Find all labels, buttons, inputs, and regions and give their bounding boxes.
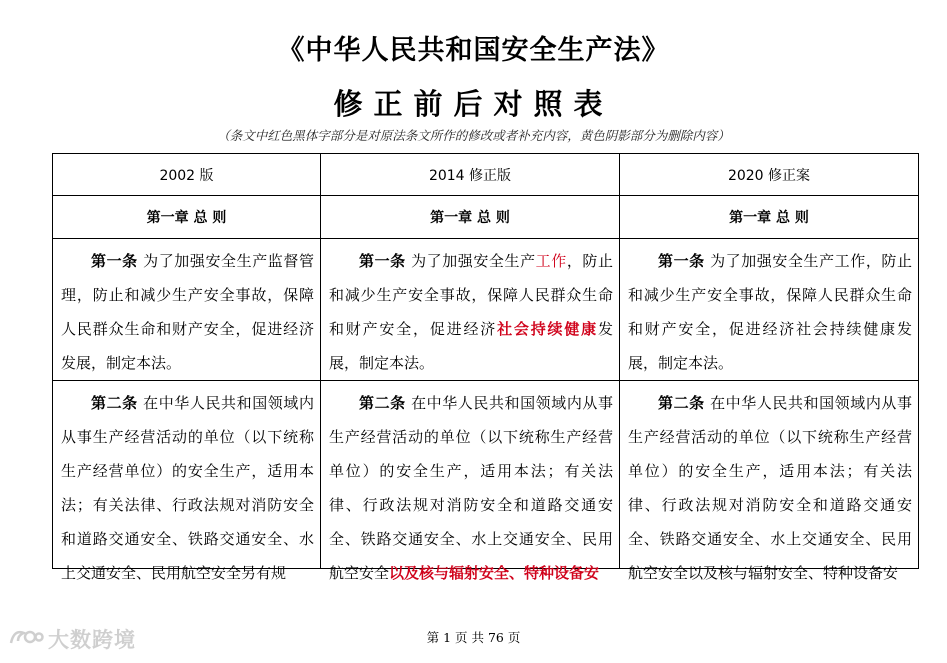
article-text: 发展，制定本法。 — [329, 320, 613, 372]
chapter-2002: 第一章 总 则 — [53, 196, 321, 239]
chapter-2020: 第一章 总 则 — [620, 196, 919, 239]
article-2-2014 — [321, 381, 620, 582]
chapter-2014: 第一章 总 则 — [321, 196, 620, 239]
page-footer: 第 1 页 共 76 页 — [426, 630, 521, 645]
article-number: 第一条 — [91, 252, 138, 270]
header-2020: 2020 修正案 — [620, 154, 919, 196]
amended-text: 工作 — [535, 252, 567, 270]
amended-text: 以及核与辐射安全、特种设备安 — [389, 564, 600, 582]
article-1-2014 — [321, 239, 620, 381]
article-text: ，防止和减少生产安全事故，保障人民群众生命和财产安全，促进经济 — [329, 252, 613, 338]
article-1-2002 — [53, 239, 321, 381]
article-text: 为了加强安全生产监督管理，防止和减少生产安全事故，保障人民群众生命和财产安全，促进经济发展，制定本法。 — [61, 252, 314, 372]
article-text: 在中华人民共和国领域内从事生产经营活动的单位（以下统称生产经营单位）的安全生产，适用本法；有关法律、行政法规对消防安全和道路交通安全、铁路交通安全、水上交通安全、民用航空安全 — [329, 394, 613, 582]
article-2-2002 — [53, 381, 321, 582]
article-1-2020 — [620, 239, 919, 381]
header-row — [53, 154, 919, 196]
article-2-2020 — [620, 381, 919, 582]
article-text: 在中华人民共和国领域内从事生产经营活动的单位（以下统称生产经营单位）的安全生产，适用本法；有关法律、行政法规对消防安全和道路交通安全、铁路交通安全、水上交通安全、民用航空安全以及核与辐射安全、特种设备安 — [628, 394, 912, 582]
table-row — [53, 381, 919, 569]
article-text: 在中华人民共和国领域内从事生产经营活动的单位（以下统称生产经营单位）的安全生产，适用本法；有关法律、行政法规对消防安全和道路交通安全、铁路交通安全、水上交通安全、民用航空安全另有规 — [61, 394, 314, 582]
watermark-text: 大数跨境 — [48, 628, 136, 652]
document-title: 《中华人民共和国安全生产法》 — [277, 35, 670, 66]
article-text: 为了加强安全生产工作，防止和减少生产安全事故，保障人民群众生命和财产安全，促进经济社会持续健康发展，制定本法。 — [628, 252, 912, 372]
article-number: 第二条 — [91, 394, 138, 412]
article-number: 第二条 — [658, 394, 705, 412]
header-2014: 2014 修正版 — [321, 154, 620, 196]
legend-note: （条文中红色黑体字部分是对原法条文所作的修改或者补充内容，黄色阴影部分为删除内容） — [217, 128, 730, 143]
chapter-row — [53, 196, 919, 239]
watermark-logo-icon — [8, 625, 44, 653]
article-text: 为了加强安全生产 — [411, 252, 536, 270]
article-number: 第一条 — [658, 252, 705, 270]
article-number: 第一条 — [359, 252, 406, 270]
article-number: 第二条 — [359, 394, 406, 412]
document-subtitle: 修正前后对照表 — [333, 87, 614, 121]
header-2002: 2002 版 — [53, 154, 321, 196]
amended-text: 社会持续健康 — [497, 320, 598, 338]
watermark — [8, 624, 136, 654]
table-row — [53, 239, 919, 381]
comparison-table — [52, 153, 919, 582]
